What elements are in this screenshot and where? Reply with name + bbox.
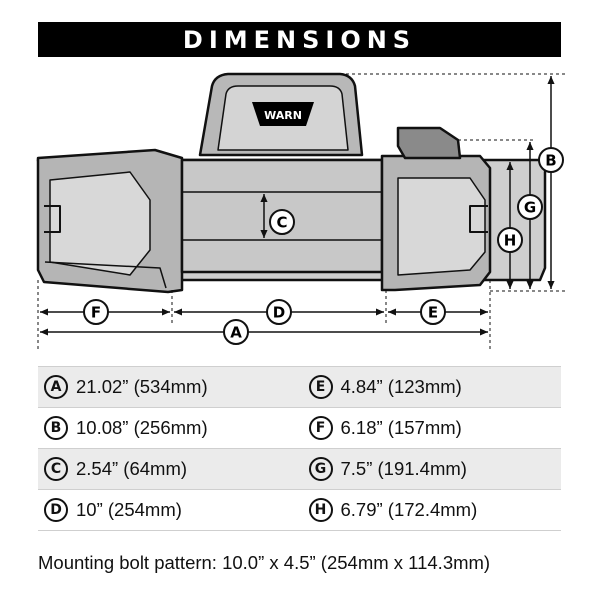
svg-text:G: G bbox=[523, 198, 537, 217]
callout-a bbox=[224, 320, 248, 344]
dimension-a bbox=[38, 375, 297, 399]
svg-text:H: H bbox=[503, 231, 517, 250]
callout-b bbox=[539, 148, 563, 172]
dimension-b bbox=[38, 416, 297, 440]
dimension-row bbox=[38, 407, 561, 448]
dimension-d-value: 10” (254mm) bbox=[76, 499, 182, 520]
dimension-d bbox=[38, 498, 297, 522]
warn-logo-text: WARN bbox=[264, 109, 302, 122]
dimension-h bbox=[297, 498, 562, 522]
mounting-bolt-note: Mounting bolt pattern: 10.0” x 4.5” (254mm x 114.3mm) bbox=[38, 552, 491, 573]
callout-c bbox=[270, 210, 294, 234]
svg-text:F: F bbox=[90, 303, 102, 322]
winch-dimension-diagram bbox=[0, 60, 600, 360]
badge-a: A bbox=[44, 375, 68, 399]
callout-d bbox=[267, 300, 291, 324]
badge-b: B bbox=[44, 416, 68, 440]
dimension-row bbox=[38, 366, 561, 407]
badge-d: D bbox=[44, 498, 68, 522]
title-banner: DIMENSIONS bbox=[38, 22, 561, 57]
badge-f: F bbox=[309, 416, 333, 440]
callout-e bbox=[421, 300, 445, 324]
svg-text:A: A bbox=[230, 323, 242, 342]
dimension-row bbox=[38, 489, 561, 531]
dimension-f bbox=[297, 416, 562, 440]
dimension-e bbox=[297, 375, 562, 399]
callout-f bbox=[84, 300, 108, 324]
warn-logo bbox=[252, 102, 314, 126]
dimension-a-value: 21.02” (534mm) bbox=[76, 376, 208, 397]
dimensions-table bbox=[38, 366, 561, 531]
dimension-c-value: 2.54” (64mm) bbox=[76, 458, 188, 479]
svg-text:C: C bbox=[276, 213, 288, 232]
badge-c: C bbox=[44, 457, 68, 481]
dimension-c bbox=[38, 457, 297, 481]
dimension-f-value: 6.18” (157mm) bbox=[340, 417, 462, 438]
badge-e: E bbox=[309, 375, 333, 399]
badge-g: G bbox=[309, 457, 333, 481]
callout-g bbox=[518, 195, 542, 219]
svg-text:D: D bbox=[272, 303, 286, 322]
dimension-e-value: 4.84” (123mm) bbox=[340, 376, 462, 397]
svg-text:E: E bbox=[427, 303, 439, 322]
dimension-b-value: 10.08” (256mm) bbox=[76, 417, 208, 438]
svg-text:B: B bbox=[545, 151, 557, 170]
dimension-g bbox=[297, 457, 562, 481]
dimension-h-value: 6.79” (172.4mm) bbox=[340, 499, 478, 520]
badge-h: H bbox=[309, 498, 333, 522]
dimension-g-value: 7.5” (191.4mm) bbox=[340, 458, 467, 479]
dimension-row bbox=[38, 448, 561, 489]
callout-h bbox=[498, 228, 522, 252]
